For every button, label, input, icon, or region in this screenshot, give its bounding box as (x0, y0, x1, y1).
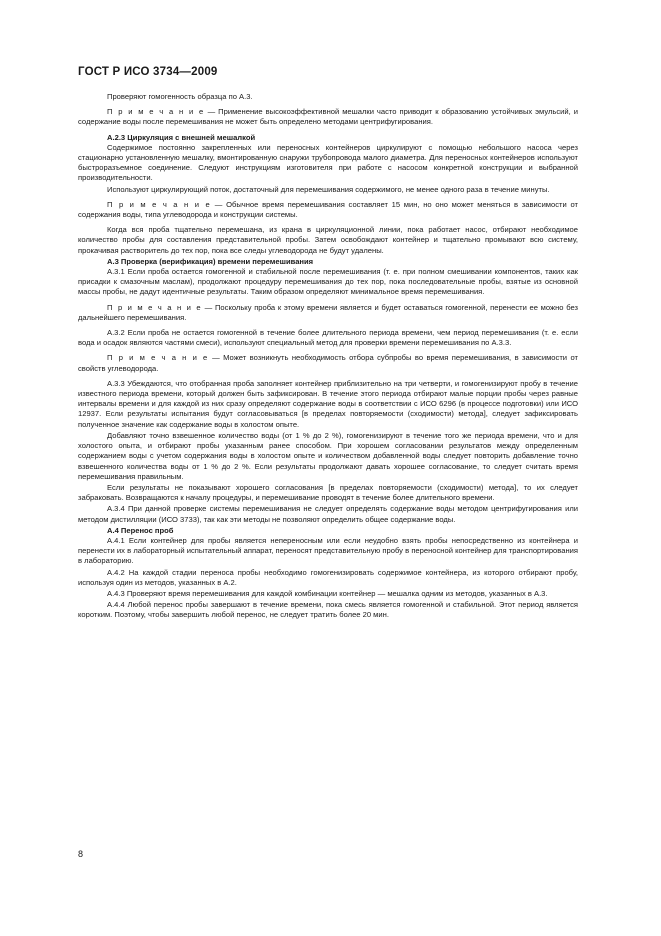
body-paragraph: Содержимое постоянно закрепленных или переносных контейнеров циркулируют с помощью небольшого насоса через стационарно установленную мешалку, вмонтированную снаружи трубопровода малого диаметра. Для переносных контейнеров используют быстроразъемное соединение. Следуют инструкциям изготовителя при работе с насосом конкретной конструкции и выбранной производительности. (78, 142, 578, 183)
page-number: 8 (78, 849, 84, 859)
body-paragraph: А.4.3 Проверяют время перемешивания для каждой комбинации контейнер — мешалка одним из методов, указанных в А.3. (107, 588, 548, 598)
section-heading: А.2.3 Циркуляция с внешней мешалкой (107, 132, 256, 142)
body-paragraph: А.3.3 Убеждаются, что отобранная проба заполняет контейнер приблизительно на три четверти, и гомогенизируют пробу в течение известного периода времени, который должен быть зафиксирован. В течение этого периода отбирают малые порции пробы через равные интервалы времени и для каждой из них сразу определяют содержание воды в соответствии с ИСО 6296 (в процессе подготовки) или ИСО 12937. Если результаты испытания будут согласовываться [в пределах повторяемости (сходимости) метода], следует зафиксировать полученное значение как содержание воды в холостом опыте. (78, 378, 578, 429)
note-label: П р и м е ч а н и е (107, 199, 212, 209)
section-heading: А.3 Проверка (верификация) времени перемешивания (107, 256, 314, 266)
note-text: — Может возникнуть необходимость отбора субпробы во время перемешивания, в зависимости от свойств углеводорода. (78, 353, 578, 373)
page-body (78, 92, 578, 622)
body-paragraph: А.4.1 Если контейнер для пробы является непереносным или если неудобно взять пробы непосредственно из контейнера и перенести их в лабораторный испытательный аппарат, переносят представительную пробу в переносной контейнер для транспортирования в лабораторию. (78, 535, 578, 566)
body-paragraph: Используют циркулирующий поток, достаточный для перемешивания содержимого, не менее одного раза в течение минуты. (107, 184, 550, 194)
note-label: П р и м е ч а н и е (107, 107, 205, 117)
body-paragraph: А.3.4 При данной проверке системы перемешивания не следует определять содержание воды методом центрифугирования или методом дистилляции (ИСО 3733), так как эти методы не позволяют определить общее содержание воды. (78, 504, 578, 524)
note-paragraph (78, 200, 578, 220)
note-paragraph (78, 107, 578, 127)
body-paragraph: А.4.4 Любой перенос пробы завершают в течение времени, пока смесь является гомогенной и стабильной. Этот период является коротким. Поэтому, чтобы завершить любой перенос, не следует тратить более 20 мин. (78, 600, 578, 620)
section-heading: А.4 Перенос проб (107, 525, 174, 535)
body-paragraph: А.4.2 На каждой стадии переноса пробы необходимо гомогенизировать содержимое контейнера, из которого отбирают пробу, используя один из методов, указанных в А.2. (78, 567, 578, 587)
note-label: П р и м е ч а н и е (107, 353, 209, 363)
document-header: ГОСТ Р ИСО 3734—2009 (78, 66, 218, 78)
note-text: — Обычное время перемешивания составляет 15 мин, но оно может меняться в зависимости от содержания воды, типа углеводорода и конструкции системы. (78, 199, 578, 220)
body-paragraph: А.3.2 Если проба не остается гомогенной в течение более длительного периода времени, чем период перемешивания (т. е. если вода и осадок являются частями смеси), используют специальный метод для проверки времени перемешивания по А.3.3. (78, 328, 578, 348)
note-text: — Применение высокоэффективной мешалки часто приводит к образованию устойчивых эмульсий, и содержание воды после перемешивания не может быть определено методами центрифугирования. (78, 107, 578, 127)
note-paragraph (78, 303, 578, 323)
note-label: П р и м е ч а н и е (107, 302, 202, 312)
body-paragraph: Проверяют гомогенность образца по А.3. (107, 92, 253, 101)
note-text: — Поскольку проба к этому времени является и будет оставаться гомогенной, перенести ее можно без дальнейшего перемешивания. (78, 302, 579, 322)
body-paragraph: Когда вся проба тщательно перемешана, из крана в циркуляционной линии, пока работает насос, отбирают необходимое количество пробы для составления представительной пробы. Затем освобождают контейнер и тщательно промывают всю систему, прокачивая растворитель до тех пор, пока все следы углеводорода не будут удалены. (78, 225, 578, 255)
note-paragraph (78, 353, 578, 373)
body-paragraph: Добавляют точно взвешенное количество воды (от 1 % до 2 %), гомогенизируют в течение того же периода времени, что и для холостого опыта, и отбирают пробы указанным ранее способом. При хорошем согласовании результатов между определенным содержанием воды с учетом содержания воды в холостом опыте и количеством добавленной воды следует повторить добавление точно взвешенного количества воды от 1 % до 2 %. Если результаты продолжают давать хорошее согласование, то следует считать время перемешивания правильным. (78, 430, 578, 481)
body-paragraph: А.3.1 Если проба остается гомогенной и стабильной после перемешивания (т. е. при полном смешивании компонентов, таких как присадки к смазочным маслам), продолжают процедуру перемешивания до тех пор, пока последовательные пробы, взятые из основной массы пробы, не дадут идентичные результаты. Таким образом определяют минимальное время перемешивания. (78, 267, 578, 297)
body-paragraph: Если результаты не показывают хорошего согласования [в пределах повторяемости (сходимости) метода], то их следует забраковать. Возвращаются к началу процедуры, и перемешивание проводят в течение более длительного времени. (78, 482, 578, 503)
